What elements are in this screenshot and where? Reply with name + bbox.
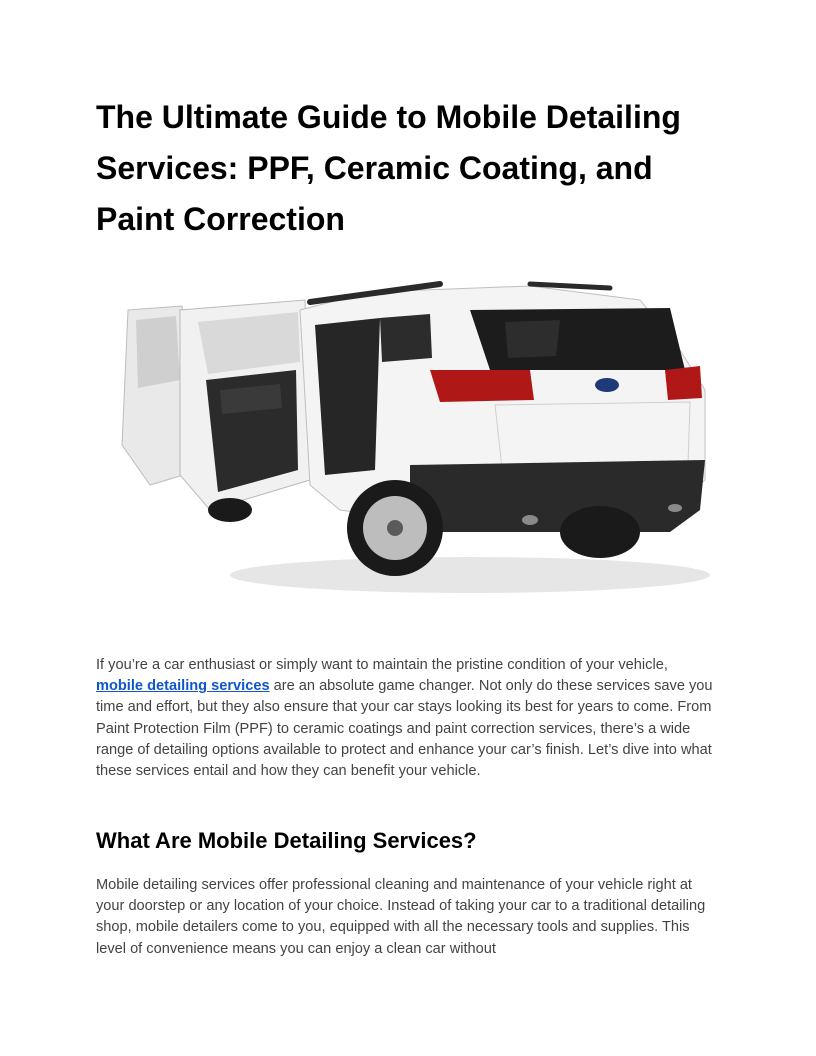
page-title: The Ultimate Guide to Mobile Detailing Services: PPF, Ceramic Coating, and Paint Correction	[96, 99, 681, 237]
section-paragraph: Mobile detailing services offer professional cleaning and maintenance of your vehicle right at your doorstep or any location of your choice. Instead of taking your car to a traditional detailing shop, mobile detailers come to you, equipped with all the necessary tools and supplies. This level of convenience means you can enjoy a clean car without	[96, 877, 706, 957]
intro-paragraph	[96, 655, 718, 782]
intro-text-before-link: If you’re a car enthusiast or simply want to maintain the pristine condition of your vehicle,	[96, 657, 668, 673]
section-heading: What Are Mobile Detailing Services?	[96, 828, 477, 853]
mobile-detailing-link[interactable]: mobile detailing services	[96, 678, 270, 695]
car-image	[110, 270, 710, 600]
intro-text-after-link: are an absolute game changer. Not only do these services save you time and effort, but they also ensure that your car stays looking its best for years to come. From Paint Protection Film (PPF) to ceramic coatings and paint correction services, there’s a wide range of detailing options available to protect and enhance your car’s finish. Let’s dive into what these services entail and how they can benefit your vehicle.	[96, 678, 713, 780]
suv-illustration	[110, 270, 710, 600]
